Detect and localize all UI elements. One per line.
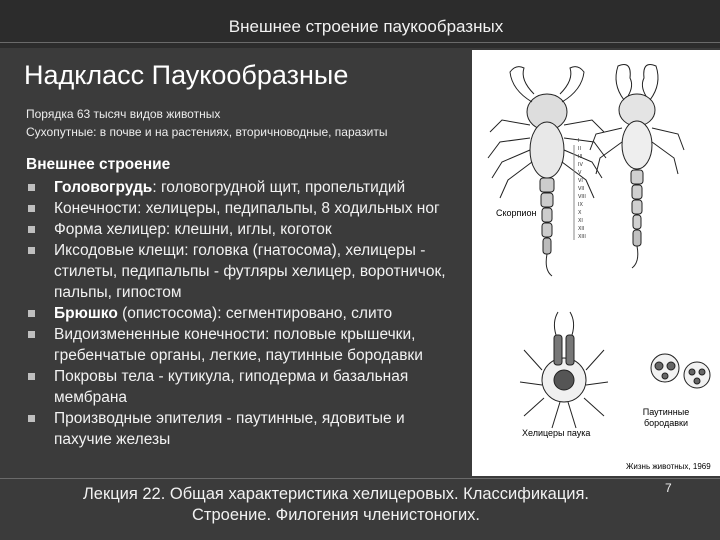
segment-label: VII — [578, 186, 585, 192]
bullet-marker-icon — [28, 184, 35, 191]
figure-credit: Жизнь животных, 1969 — [626, 462, 711, 471]
segment-label: XII — [578, 226, 585, 232]
bullet-item — [26, 177, 466, 198]
segment-label: XI — [578, 218, 583, 224]
bullet-item — [26, 219, 466, 240]
bullet-item — [26, 240, 466, 303]
segment-label: VIII — [578, 194, 586, 200]
bullet-marker-icon — [28, 205, 35, 212]
segment-label: IX — [578, 202, 583, 208]
bullet-marker-icon — [28, 226, 35, 233]
bullet-item — [26, 408, 466, 450]
bullet-text: Видоизмененные конечности: половые крышечки, гребенчатые органы, легкие, паутинные бородавки — [54, 326, 423, 364]
bullet-text: Иксодовые клещи: головка (гнатосома), хелицеры - стилеты, педипальпы - футляры хелицер, воротничок, пальпы, гипостом — [54, 242, 446, 301]
slide-title: Надкласс Паукообразные — [24, 60, 349, 90]
bullet-item — [26, 198, 466, 219]
segment-label: I — [578, 138, 580, 144]
footer-text — [36, 484, 636, 526]
segment-label: VI — [578, 178, 583, 184]
page-number: 7 — [665, 481, 672, 495]
bullet-text: Покровы тела - кутикула, гиподерма и базальная мембрана — [54, 368, 409, 406]
footer-line-2: Строение. Филогения членистоногих. — [192, 506, 480, 524]
segment-label: V — [578, 170, 582, 176]
bullet-text: (опистосома): сегментировано, слито — [117, 305, 393, 322]
header-title: Внешнее строение паукообразных — [228, 17, 504, 36]
bullet-text: Форма хелицер: клешни, иглы, коготок — [54, 221, 332, 238]
bullet-bold: Брюшко — [54, 305, 118, 322]
bullet-marker-icon — [28, 415, 35, 422]
bullet-text: Производные эпителия - паутинные, ядовитые и пахучие железы — [54, 410, 405, 448]
segment-label: II — [578, 146, 581, 152]
segment-label: III — [578, 154, 583, 160]
bullet-item — [26, 366, 466, 408]
segment-label: XIII — [578, 234, 586, 240]
footer-divider — [0, 478, 720, 479]
bullet-text: Конечности: хелицеры, педипальпы, 8 ходильных ног — [54, 200, 440, 217]
bullet-marker-icon — [28, 331, 35, 338]
bullet-marker-icon — [28, 373, 35, 380]
label-scorpion: Скорпион — [496, 208, 537, 218]
subtitle-line-2: Сухопутные: в почве и на растениях, вторичноводные, паразиты — [26, 125, 388, 139]
segment-label: X — [578, 210, 582, 216]
bullet-marker-icon — [28, 310, 35, 317]
figure-panel — [472, 50, 720, 476]
bullet-item — [26, 303, 466, 324]
section-heading: Внешнее строение — [26, 156, 171, 173]
bullet-list — [26, 177, 466, 450]
subtitle-line-1: Порядка 63 тысяч видов животных — [26, 107, 221, 121]
header-divider — [0, 42, 720, 43]
bullet-text: : головогрудной щит, пропельтидий — [152, 179, 406, 196]
footer-line-1: Лекция 22. Общая характеристика хелицеровых. Классификация. — [82, 485, 590, 503]
segment-label: IV — [578, 162, 583, 168]
label-chelicerae: Хелицеры паука — [522, 428, 591, 438]
bullet-bold: Головогрудь — [54, 179, 153, 196]
bullet-item — [26, 324, 466, 366]
label-spinnerets: Паутинные бородавки — [642, 407, 690, 428]
bullet-marker-icon — [28, 247, 35, 254]
header-bar — [0, 0, 720, 48]
